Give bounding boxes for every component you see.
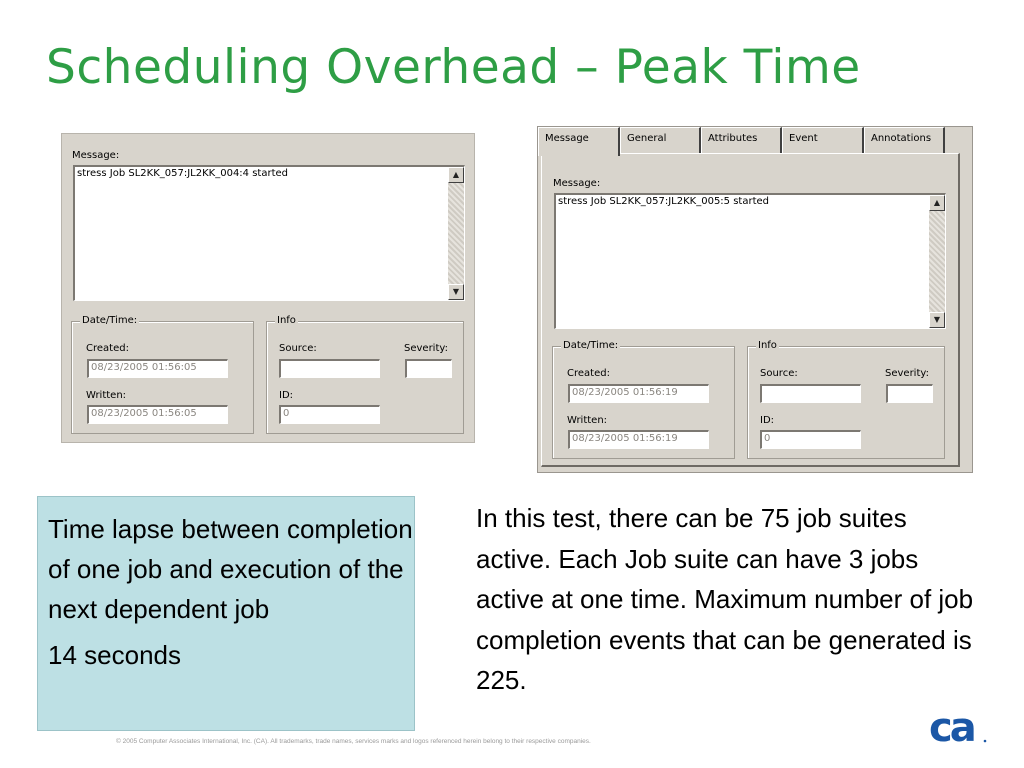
severity-field[interactable] xyxy=(405,359,452,378)
message-text: stress Job SL2KK_057:JL2KK_005:5 started xyxy=(558,196,770,207)
created-label: Created: xyxy=(567,368,610,379)
time-lapse-value: 14 seconds xyxy=(48,640,181,670)
time-lapse-note xyxy=(37,496,415,731)
tab-message[interactable]: Message xyxy=(538,127,620,156)
severity-label: Severity: xyxy=(404,343,448,354)
scroll-up-arrow-icon[interactable]: ▲ xyxy=(929,195,945,211)
source-field[interactable] xyxy=(279,359,380,378)
message-scrollbar[interactable] xyxy=(929,195,945,328)
scroll-down-arrow-icon[interactable]: ▼ xyxy=(448,284,464,300)
tab-attributes[interactable]: Attributes xyxy=(701,127,782,153)
message-tab-panel xyxy=(541,153,960,467)
message-label: Message: xyxy=(72,150,120,161)
source-label: Source: xyxy=(760,368,798,379)
id-label: ID: xyxy=(279,390,294,401)
scroll-down-arrow-icon[interactable]: ▼ xyxy=(929,312,945,328)
message-text: stress Job SL2KK_057:JL2KK_004:4 started xyxy=(77,168,289,179)
written-field[interactable]: 08/23/2005 01:56:05 xyxy=(87,405,228,424)
info-group-title: Info xyxy=(277,315,296,326)
id-label: ID: xyxy=(760,415,775,426)
info-group xyxy=(747,340,945,459)
tab-annotations[interactable]: Annotations xyxy=(864,127,945,153)
tab-event[interactable]: Event xyxy=(782,127,864,153)
tab-general[interactable]: General xyxy=(620,127,701,153)
source-label: Source: xyxy=(279,343,317,354)
written-field[interactable]: 08/23/2005 01:56:19 xyxy=(568,430,709,449)
copyright-footer: © 2005 Computer Associates International, Inc. (CA). All trademarks, trade names, services marks and logos referenced herein belong to their respective companies. xyxy=(116,738,591,745)
test-description: In this test, there can be 75 job suites active. Each Job suite can have 3 jobs active at one time. Maximum number of job completion events that can be generated is 225. xyxy=(476,503,974,695)
datetime-group xyxy=(552,340,735,459)
info-group-title: Info xyxy=(758,340,777,351)
written-label: Written: xyxy=(86,390,127,401)
scroll-up-arrow-icon[interactable]: ▲ xyxy=(448,167,464,183)
message-scrollbar[interactable] xyxy=(448,167,464,300)
message-label: Message: xyxy=(553,178,601,189)
message-textarea[interactable] xyxy=(554,193,946,329)
created-field[interactable]: 08/23/2005 01:56:05 xyxy=(87,359,228,378)
datetime-group-title: Date/Time: xyxy=(82,315,138,326)
written-label: Written: xyxy=(567,415,608,426)
slide-title: Scheduling Overhead – Peak Time xyxy=(46,40,861,95)
event-detail-panel-right xyxy=(537,126,973,473)
source-field[interactable] xyxy=(760,384,861,403)
created-label: Created: xyxy=(86,343,129,354)
severity-field[interactable] xyxy=(886,384,933,403)
id-field[interactable]: 0 xyxy=(279,405,380,424)
tab-strip xyxy=(538,127,972,153)
info-group xyxy=(266,315,464,434)
created-field[interactable]: 08/23/2005 01:56:19 xyxy=(568,384,709,403)
logo-text: ca xyxy=(929,705,974,749)
message-textarea[interactable] xyxy=(73,165,465,301)
event-detail-panel-left xyxy=(61,133,475,443)
time-lapse-description: Time lapse between completion of one job and execution of the next dependent job xyxy=(48,514,413,624)
datetime-group-title: Date/Time: xyxy=(563,340,619,351)
ca-logo-icon xyxy=(928,703,988,749)
severity-label: Severity: xyxy=(885,368,929,379)
datetime-group xyxy=(71,315,254,434)
id-field[interactable]: 0 xyxy=(760,430,861,449)
